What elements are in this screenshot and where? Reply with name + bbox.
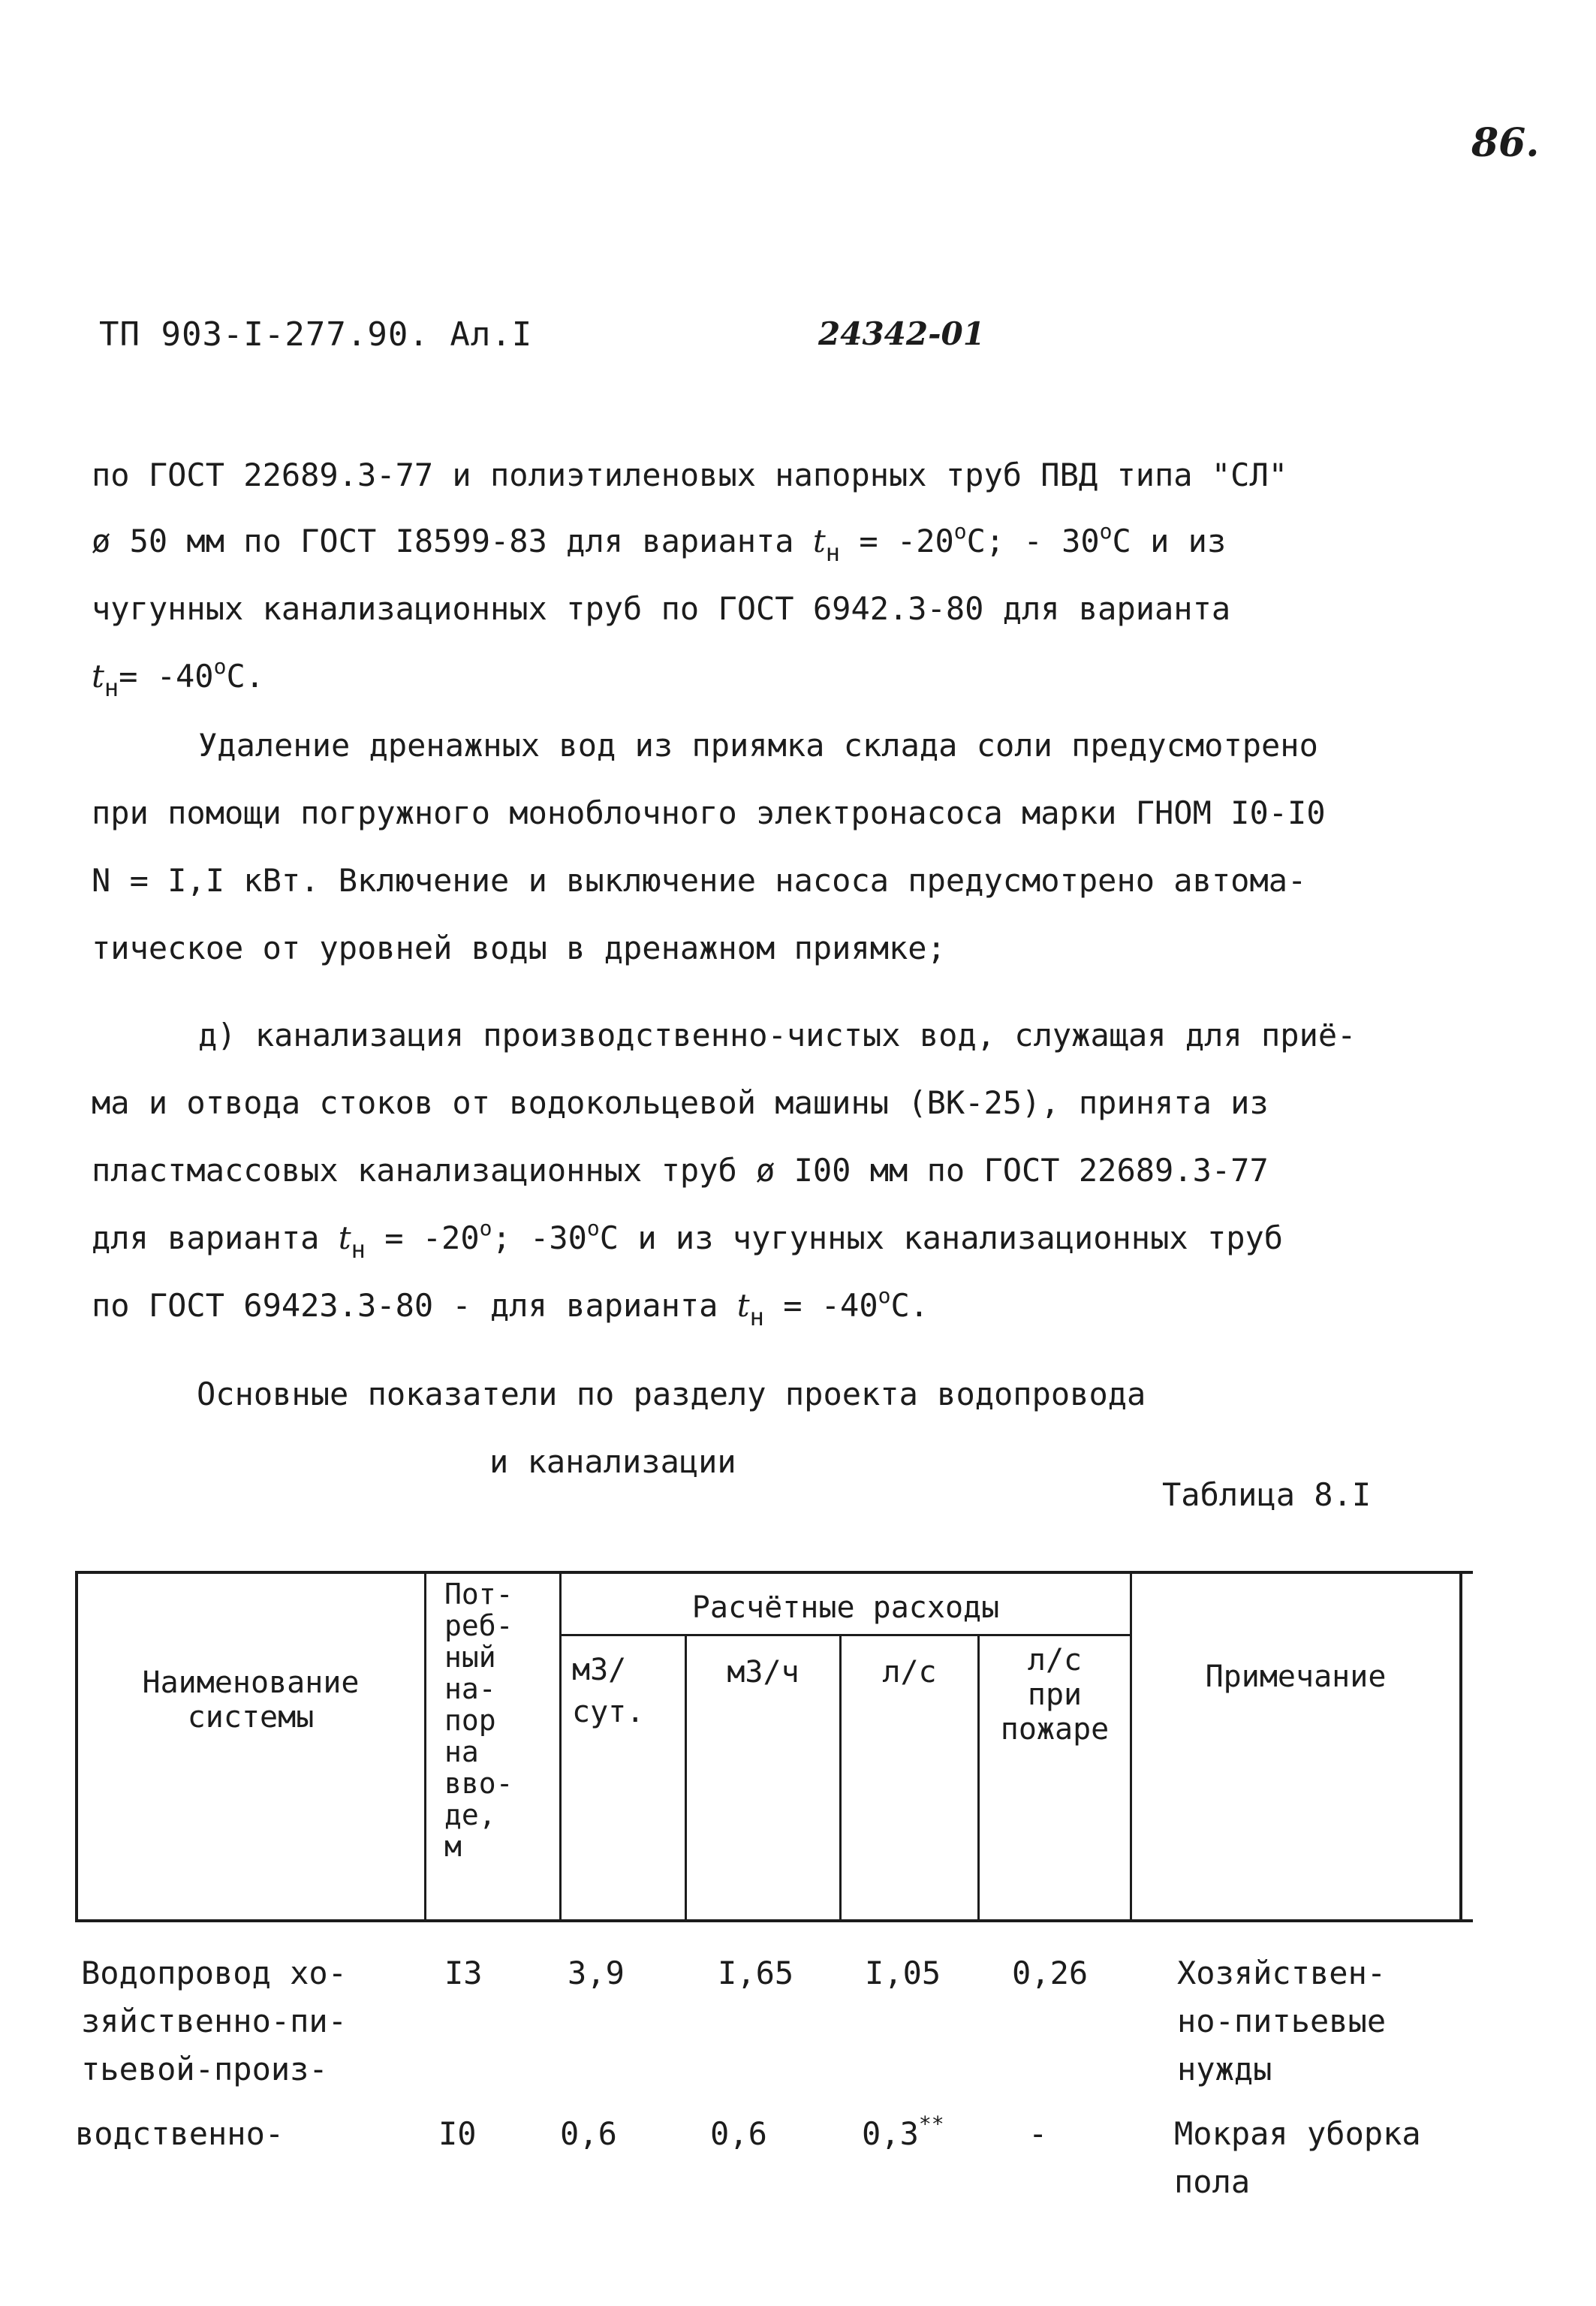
row-2-l-s: 0,3** (862, 2112, 944, 2152)
header-m3-per-day: м3/ сут. (572, 1653, 645, 1729)
footnote-mark: ** (918, 2112, 944, 2136)
row-1-system-name: Водопровод хо- зяйственно-пи- тьевой-произ- (81, 1955, 348, 2087)
row-1-pressure: I3 (444, 1955, 483, 1991)
row-2-system-name: водственно- (75, 2115, 285, 2152)
row-1-m3-hour: I,65 (718, 1955, 794, 1991)
header-l-per-s-fire: л/с при пожаре (1000, 1643, 1110, 1747)
row-2-m3-day: 0,6 (560, 2115, 617, 2152)
table-header-bottom-rule (75, 1919, 1473, 1922)
table-title-line-1: Основные показатели по разделу проекта водопровода (197, 1376, 1146, 1412)
row-2-note: Мокрая уборка пола (1174, 2115, 1421, 2200)
table-title-line-2: и канализации (489, 1443, 736, 1480)
document-code: ТП 903-I-277.90. Ал.I (99, 315, 533, 354)
table-col-rule-1 (424, 1571, 426, 1922)
paragraph-1-line-4: $t_н= -40^oС$. (92, 654, 265, 702)
header-l-per-s: л/с (882, 1655, 937, 1690)
paragraph-3-line-5: по ГОСТ 69423.3-80 - для варианта $t_н = -40^oС$. (92, 1283, 929, 1331)
table-col-rule-6 (1130, 1571, 1132, 1922)
paragraph-3-line-4: для варианта $t_н = -20^o$; -30$^o$С и из чугунных канализационных труб (92, 1216, 1284, 1264)
header-note: Примечание (1205, 1659, 1387, 1694)
paragraph-2-line-3: N = I,I кВт. Включение и выключение насоса предусмотрено автома- (92, 862, 1307, 899)
header-calculated-flows: Расчётные расходы (691, 1590, 1000, 1625)
paragraph-3-line-1: д) канализация производственно-чистых вод, служащая для приё- (198, 1017, 1357, 1054)
paragraph-3-line-2: ма и отвода стоков от водокольцевой машины (ВК-25), принята из (92, 1084, 1269, 1121)
table-group-rule (559, 1634, 1130, 1636)
header-system-name: Наименование системы (142, 1665, 360, 1735)
row-2-m3-hour: 0,6 (710, 2115, 767, 2152)
paragraph-2-line-2: при помощи погружного моноблочного электронасоса марки ГНОМ I0-I0 (92, 794, 1326, 831)
document-number: 24342-01 (818, 315, 985, 352)
paragraph-1-line-3: чугунных канализационных труб по ГОСТ 6942.3-80 для варианта (92, 590, 1231, 627)
table-label: Таблица 8.I (1162, 1476, 1372, 1513)
header-required-pressure: Пот- реб- ный на- пор на вво- де, м (444, 1578, 513, 1863)
paragraph-1-line-2: ø 50 мм по ГОСТ I8599-83 для варианта $t_н = -20^oС$; - 30$^o$С и из (92, 519, 1227, 567)
row-1-l-s-fire: 0,26 (1012, 1955, 1089, 1991)
row-2-pressure: I0 (438, 2115, 477, 2152)
table-left-rule (75, 1571, 78, 1922)
header-m3-per-hour: м3/ч (727, 1655, 800, 1690)
table-right-rule (1459, 1571, 1462, 1922)
paragraph-3-line-3: пластмассовых канализационных труб ø I00 мм по ГОСТ 22689.3-77 (92, 1152, 1269, 1189)
row-1-note: Хозяйствен- но-питьевые нужды (1177, 1955, 1387, 2087)
table-top-rule (75, 1571, 1473, 1574)
page-number: 86. (1471, 120, 1540, 166)
paragraph-2-line-4: тическое от уровней воды в дренажном приямке; (92, 930, 946, 966)
paragraph-2-line-1: Удаление дренажных вод из приямка склада соли предусмотрено (198, 727, 1318, 764)
row-1-m3-day: 3,9 (568, 1955, 625, 1991)
row-2-l-s-fire: - (1028, 2115, 1048, 2152)
row-1-l-s: I,05 (865, 1955, 941, 1991)
paragraph-1-line-1: по ГОСТ 22689.3-77 и полиэтиленовых напорных труб ПВД типа "СЛ" (92, 457, 1288, 493)
